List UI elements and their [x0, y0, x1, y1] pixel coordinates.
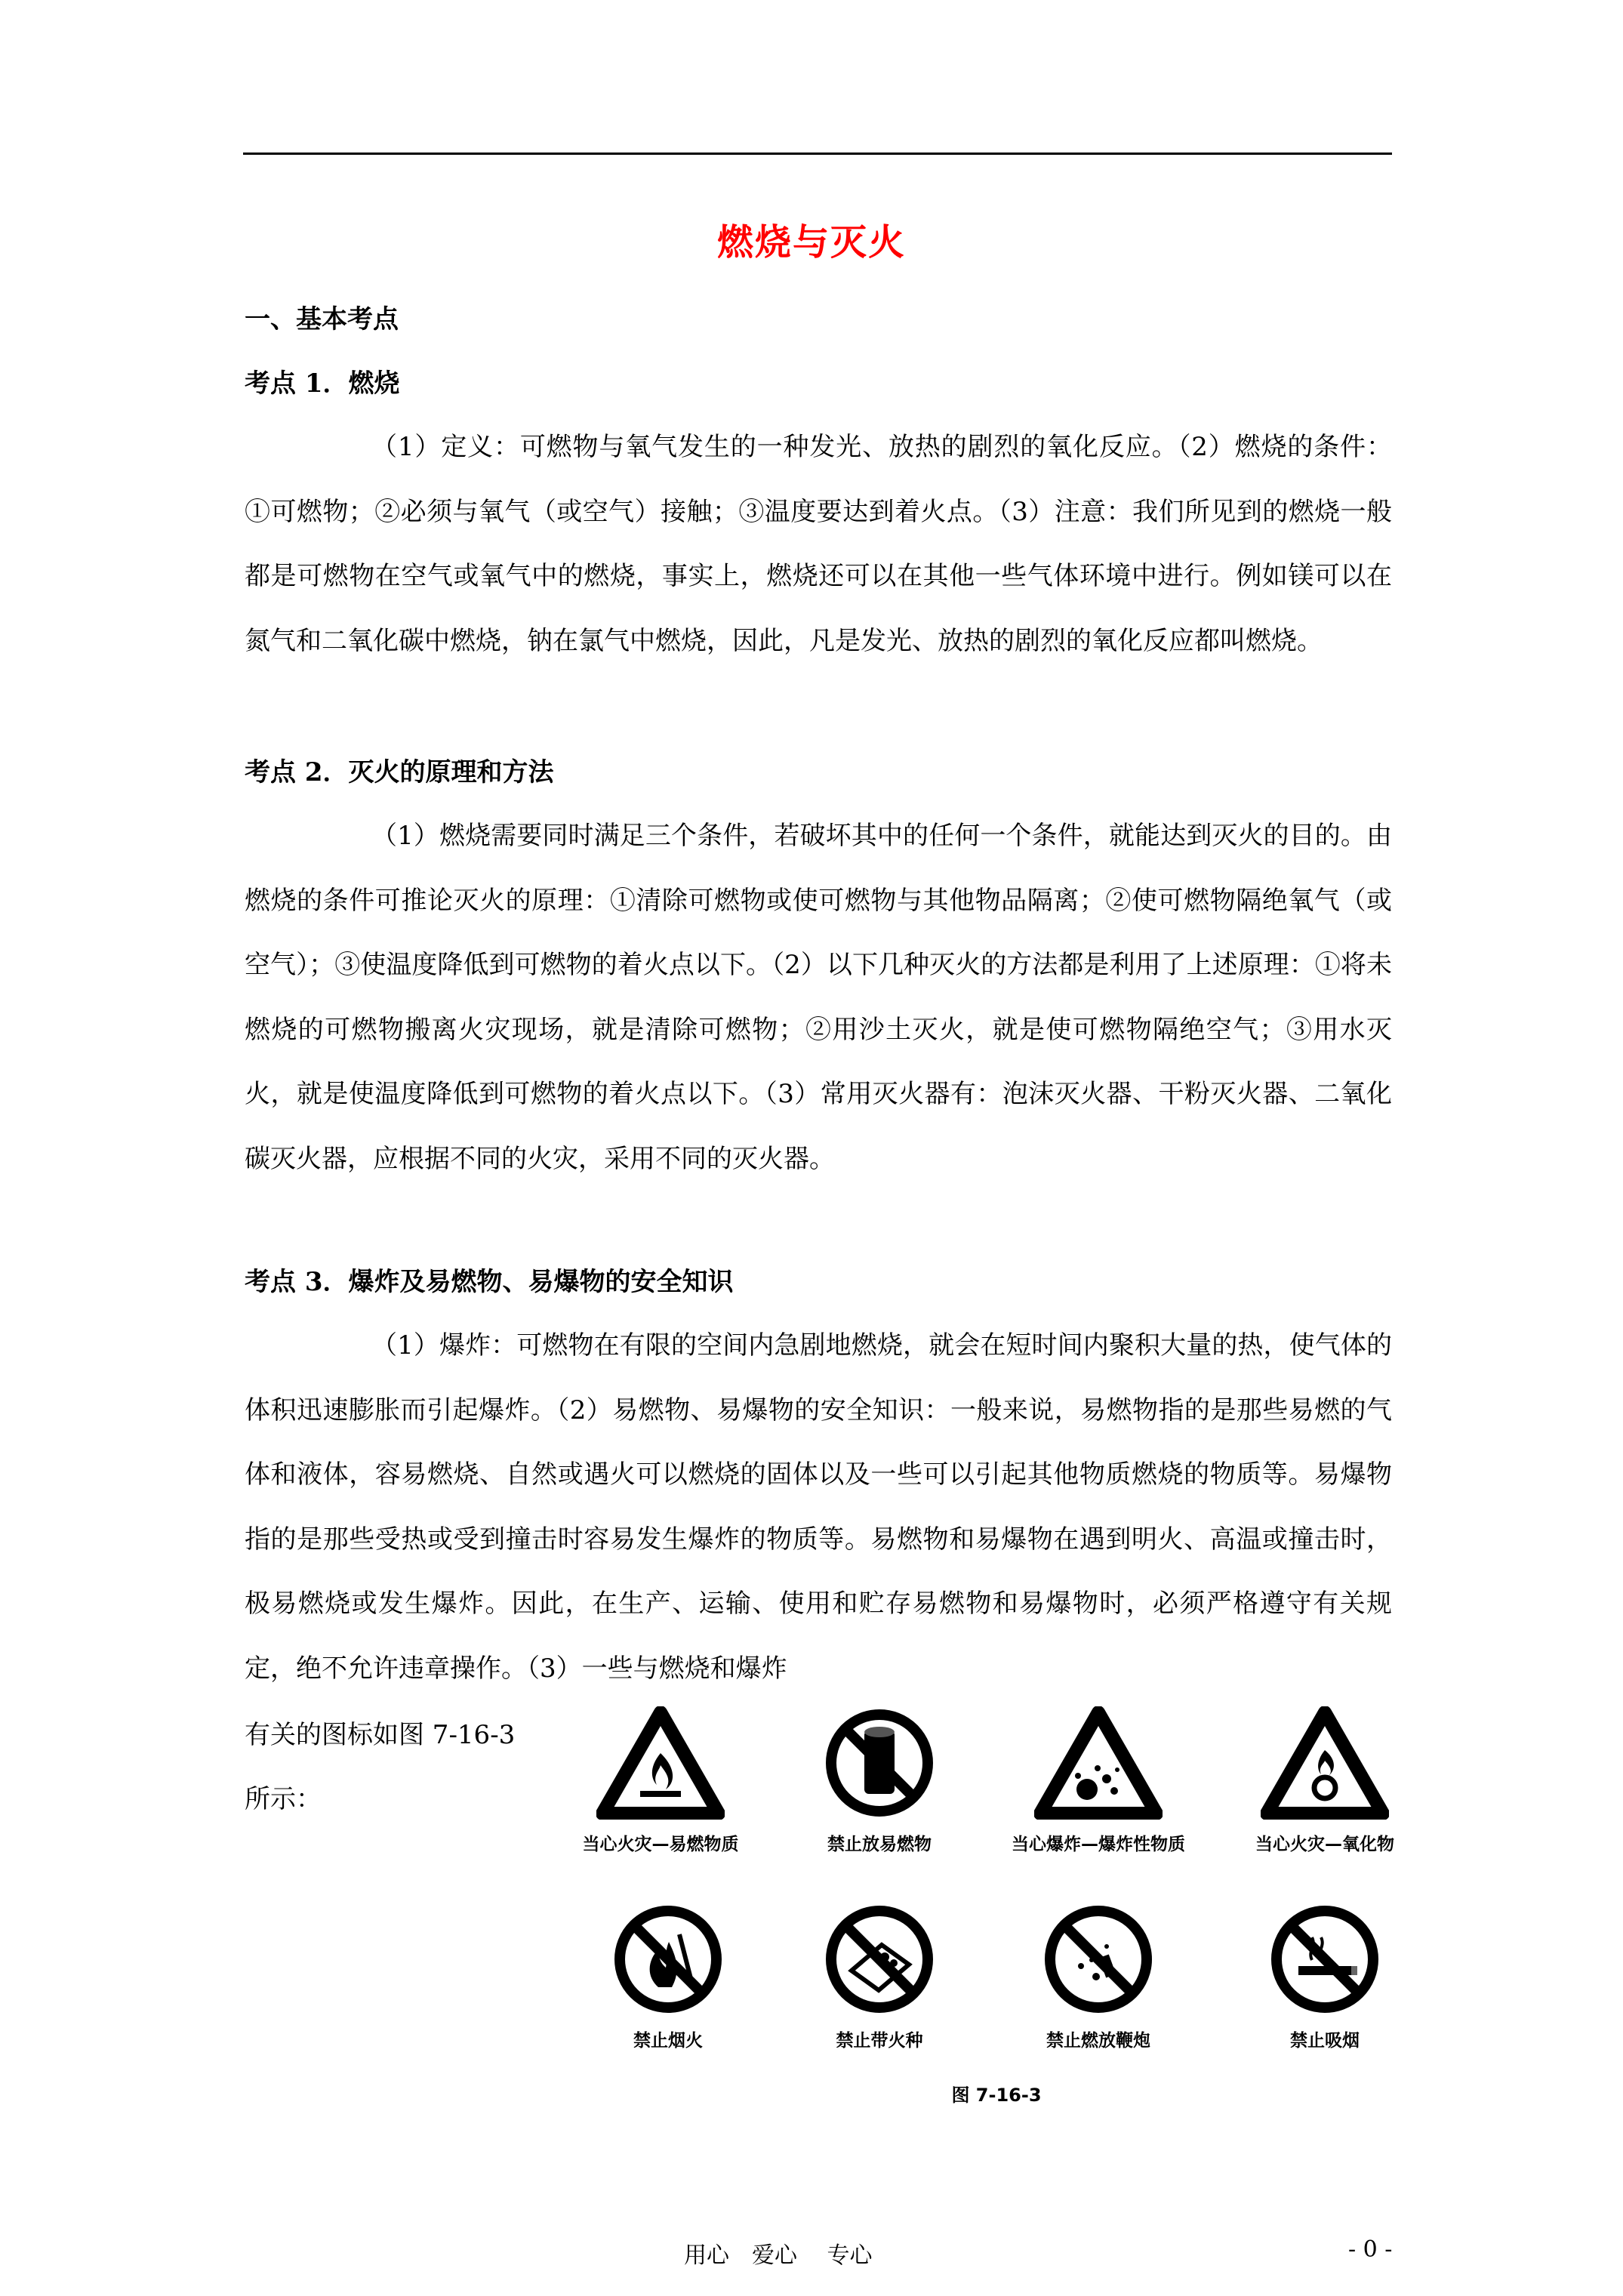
- sign-no-firecrackers: [996, 1903, 1200, 2051]
- point-3-tail-line-1: 有关的图标如图 7-16-3: [245, 1720, 516, 1750]
- point-3-text: [245, 1314, 1392, 1701]
- sign-explosive-warning: [996, 1706, 1200, 1855]
- sign-no-matches: [778, 1903, 981, 2051]
- explosive-warning-icon: [1034, 1706, 1163, 1820]
- point-2-heading: 考点 2．灭火的原理和方法: [245, 757, 554, 787]
- no-open-flame-icon: [611, 1903, 725, 2016]
- sign-label: 禁止燃放鞭炮: [1046, 2031, 1150, 2051]
- page-number: - 0 -: [1348, 2236, 1393, 2263]
- point-2-paragraph: （1）燃烧需要同时满足三个条件，若破坏其中的任何一个条件，就能达到灭火的目的。由燃烧的条件可推论灭火的原理：①清除可燃物或使可燃物与其他物品隔离；②使可燃物隔绝氧气（或空气）；③使温度降低到可燃物的着火点以下。（2）以下几种灭火的方法都是利用了上述原理：①将未燃烧的可燃物搬离火灾现场，就是清除可燃物；②用沙土灭火，就是使可燃物隔绝空气；③用水灭火，就是使温度降低到可燃物的着火点以下。（3）常用灭火器有：泡沫灭火器、干粉灭火器、二氧化碳灭火器，应根据不同的火灾，采用不同的灭火器。: [245, 821, 1392, 1174]
- point-3-paragraph: （1）爆炸：可燃物在有限的空间内急剧地燃烧，就会在短时间内聚积大量的热，使气体的体积迅速膨胀而引起爆炸。（2）易燃物、易爆物的安全知识：一般来说，易燃物指的是那些易燃的气体和液体，容易燃烧、自然或遇火可以燃烧的固体以及一些可以引起其他物质燃烧的物质等。易爆物指的是那些受热或受到撞击时容易发生爆炸的物质等。易燃物和易爆物在遇到明火、高温或撞击时，极易燃烧或发生爆炸。因此，在生产、运输、使用和贮存易燃物和易爆物时，必须严格遵守有关规定，绝不允许违章操作。（3）一些与燃烧和爆炸: [245, 1330, 1392, 1684]
- no-flammables-icon: [823, 1706, 936, 1820]
- point-1-text: [245, 415, 1392, 673]
- sign-label: 禁止带火种: [836, 2031, 923, 2051]
- sign-label: 当心火灾—氧化物: [1255, 1835, 1394, 1854]
- no-firecrackers-icon: [1042, 1903, 1155, 2016]
- header-rule: [243, 153, 1392, 155]
- sign-no-smoking: [1223, 1903, 1427, 2051]
- sign-label: 当心火灾—易燃物质: [582, 1835, 739, 1854]
- point-3-tail-line-2: 所示：: [245, 1784, 322, 1814]
- safety-signs-figure: [559, 1706, 1434, 2106]
- figure-caption: 图 7-16-3: [951, 2085, 1042, 2106]
- sign-label: 当心爆炸—爆炸性物质: [1012, 1835, 1185, 1854]
- sign-no-open-flame: [566, 1903, 770, 2051]
- no-smoking-icon: [1268, 1903, 1381, 2016]
- sign-oxidizer-warning: [1223, 1706, 1427, 1855]
- sign-label: 禁止放易燃物: [827, 1835, 932, 1854]
- no-matches-icon: [823, 1903, 936, 2016]
- footer-motto: 用心 爱心 专心: [684, 2242, 873, 2269]
- point-1-heading: 考点 1．燃烧: [245, 368, 400, 399]
- point-3-heading: 考点 3．爆炸及易燃物、易爆物的安全知识: [245, 1267, 734, 1297]
- sign-flammable-warning: [559, 1706, 762, 1855]
- oxidizer-warning-icon: [1261, 1706, 1389, 1820]
- page-title: 燃烧与灭火: [716, 221, 906, 264]
- section-heading: 一、基本考点: [245, 304, 399, 334]
- flammable-warning-icon: [596, 1706, 725, 1820]
- sign-label: 禁止吸烟: [1290, 2031, 1360, 2051]
- point-1-paragraph: （1）定义：可燃物与氧气发生的一种发光、放热的剧烈的氧化反应。（2）燃烧的条件：①可燃物；②必须与氧气（或空气）接触；③温度要达到着火点。（3）注意：我们所见到的燃烧一般都是可燃物在空气或氧气中的燃烧，事实上，燃烧还可以在其他一些气体环境中进行。例如镁可以在氮气和二氧化碳中燃烧，钠在氯气中燃烧，因此，凡是发光、放热的剧烈的氧化反应都叫燃烧。: [245, 432, 1392, 656]
- sign-label: 禁止烟火: [633, 2031, 703, 2051]
- sign-no-flammables: [778, 1706, 981, 1855]
- point-2-text: [245, 804, 1392, 1191]
